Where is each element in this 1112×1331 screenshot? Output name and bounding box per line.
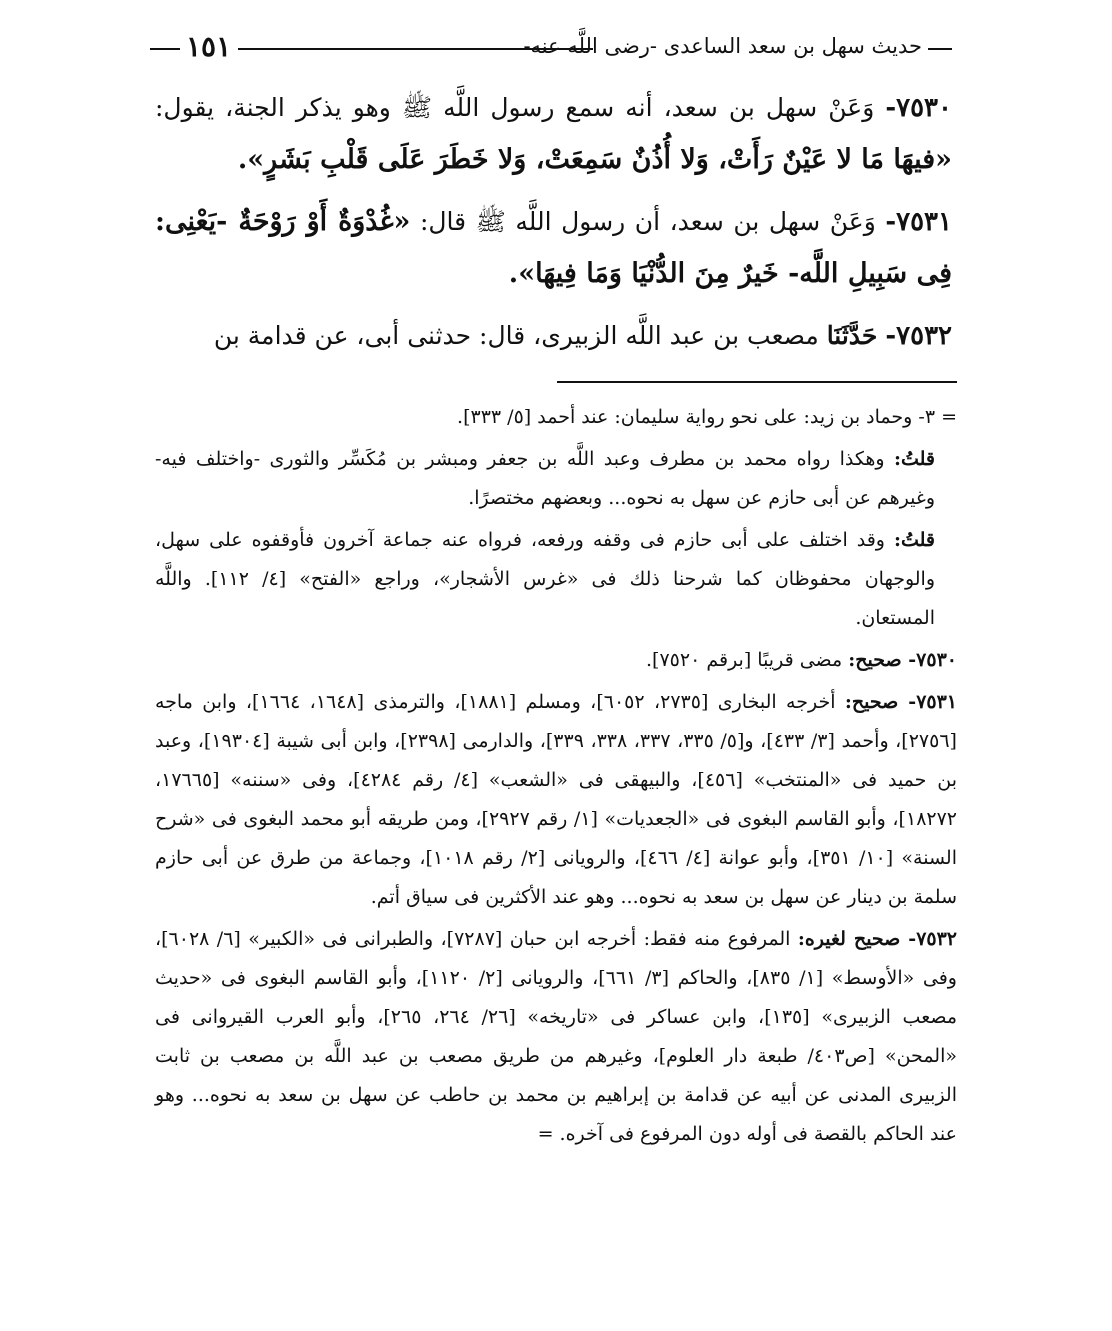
footnote-continuation: = ٣- وحماد بن زيد: على نحو رواية سليمان: عند أحمد [٥/ ٣٣٣]. — [457, 406, 957, 428]
hadith-quote: «غُدْوَةٌ أَوْ رَوْحَةٌ -يَعْنِى: فِى سَبِيلِ اللَّه- خَيرٌ مِنَ الدُّنْيَا وَمَا فِيهَا». — [155, 206, 952, 289]
footnote-7530 — [155, 641, 957, 680]
header-title: حديث سهل بن سعد الساعدى -رضى اللَّه عنه- — [523, 34, 922, 58]
footnotes — [155, 398, 957, 1157]
main-text — [155, 82, 952, 372]
hadith-7531 — [155, 196, 952, 300]
header-rule-left — [150, 48, 180, 50]
hadith-7532 — [155, 310, 952, 362]
grading-text: مضى قريبًا [برقم ٧٥٢٠]. — [646, 649, 843, 671]
grading-text: أخرجه البخارى [٢٧٣٥، ٦٠٥٢]، ومسلم [١٨٨١]، والترمذى [١٦٤٨، ١٦٦٤]، وابن ماجه [٢٧٥٦]، وأحمد [٣/ ٤٣٣]، و[٥/ ٣٣٥، ٣٣٧، ٣٣٨، ٣٣٩]، والدارمى [٢٣٩٨]، وابن أبى شيبة [١٩٣٠٤]، وعبد بن حميد فى «المنتخب» [٤٥٦]، والبيهقى فى «الشعب» [٤/ رقم ٤٢٨٤]، وفى «سننه» [١٧٦٦٥، ١٨٢٧٢]، وأبو القاسم البغوى فى «الجعديات» [١/ رقم ٢٩٢٧]، ومن طريقه أبو محمد البغوى فى «شرح السنة» [١٠/ ٣٥١]، وأبو عوانة [٤/ ٤٦٦]، والرويانى [٢/ رقم ١٠١٨]، وجماعة من طرق عن أبى حازم سلمة بن دينار عن سهل بن سعد به نحوه... وهو عند الأكثرين فى سياق أتم. — [155, 691, 958, 908]
remark-label: قلتُ: — [893, 448, 935, 470]
page-number: ١٥١ — [186, 30, 232, 63]
remark-label: قلتُ: — [893, 529, 935, 551]
hadith-text: وَعَنْ سهل بن سعد، أن رسول اللَّه ﷺ قال: — [419, 207, 876, 236]
grading-label: ٧٥٣٢- صحيح لغيره: — [797, 928, 958, 950]
header-rule-right — [928, 48, 952, 50]
footnote-separator — [557, 381, 957, 383]
remark-text: وهكذا رواه محمد بن مطرف وعبد اللَّه بن جعفر ومبشر بن مُكَسِّر والثورى -واختلف فيه- وغيرهم عن أبى حازم عن سهل به نحوه... وبعضهم مختصرًا. — [155, 448, 935, 509]
running-header — [150, 28, 952, 72]
grading-label: ٧٥٣١- صحيح: — [844, 691, 958, 713]
hadith-text: وَعَنْ سهل بن سعد، أنه سمع رسول اللَّه ﷺ وهو يذكر الجنة، يقول: — [155, 93, 875, 122]
hadith-number: ٧٥٣٢- — [885, 321, 952, 351]
footnote-7532 — [155, 920, 957, 1154]
footnote-remark-1 — [155, 440, 957, 518]
hadith-text: مصعب بن عبد اللَّه الزبيرى، قال: حدثنى أبى، عن قدامة بن — [213, 321, 819, 350]
remark-text: وقد اختلف على أبى حازم فى وقفه ورفعه، فرواه عنه جماعة آخرون فأوقفوه على سهل، والوجهان محفوظان كما شرحنا ذلك فى «غرس الأشجار»، وراجع «الفتح» [٤/ ١١٢]. واللَّه المستعان. — [155, 529, 936, 629]
grading-text: المرفوع منه فقط: أخرجه ابن حبان [٧٢٨٧]، والطبرانى فى «الكبير» [٦/ ٦٠٢٨]، وفى «الأوسط» [١/ ٨٣٥]، والحاكم [٣/ ٦٦١]، والرويانى [٢/ ١١٢٠]، وأبو القاسم البغوى فى «حديث مصعب الزبيرى» [١٣٥]، وابن عساكر فى «تاريخه» [٢٦/ ٢٦٤، ٢٦٥]، وأبو العرب القيروانى فى «المحن» [ص٤٠٣/ طبعة دار العلوم]، وغيرهم من طريق مصعب بن عبد اللَّه بن مصعب بن ثابت الزبيرى المدنى عن أبيه عن قدامة بن إبراهيم بن محمد بن حاطب عن سهل بن سعد به نحوه... وهو عند الحاكم بالقصة فى أوله دون المرفوع فى آخره. = — [155, 928, 958, 1145]
hadith-quote: «فيهَا مَا لا عَيْنٌ رَأَتْ، وَلا أُذُنٌ سَمِعَتْ، وَلا خَطَرَ عَلَى قَلْبِ بَشَرٍ». — [237, 144, 952, 175]
hadith-number: ٧٥٣١- — [885, 207, 952, 237]
footnote-remark-2 — [155, 521, 957, 638]
grading-label: ٧٥٣٠- صحيح: — [848, 649, 957, 671]
hadith-lead: حَدَّثَنَا — [826, 321, 878, 350]
footnote-7531 — [155, 683, 957, 917]
hadith-number: ٧٥٣٠- — [885, 93, 952, 123]
hadith-7530 — [155, 82, 952, 186]
